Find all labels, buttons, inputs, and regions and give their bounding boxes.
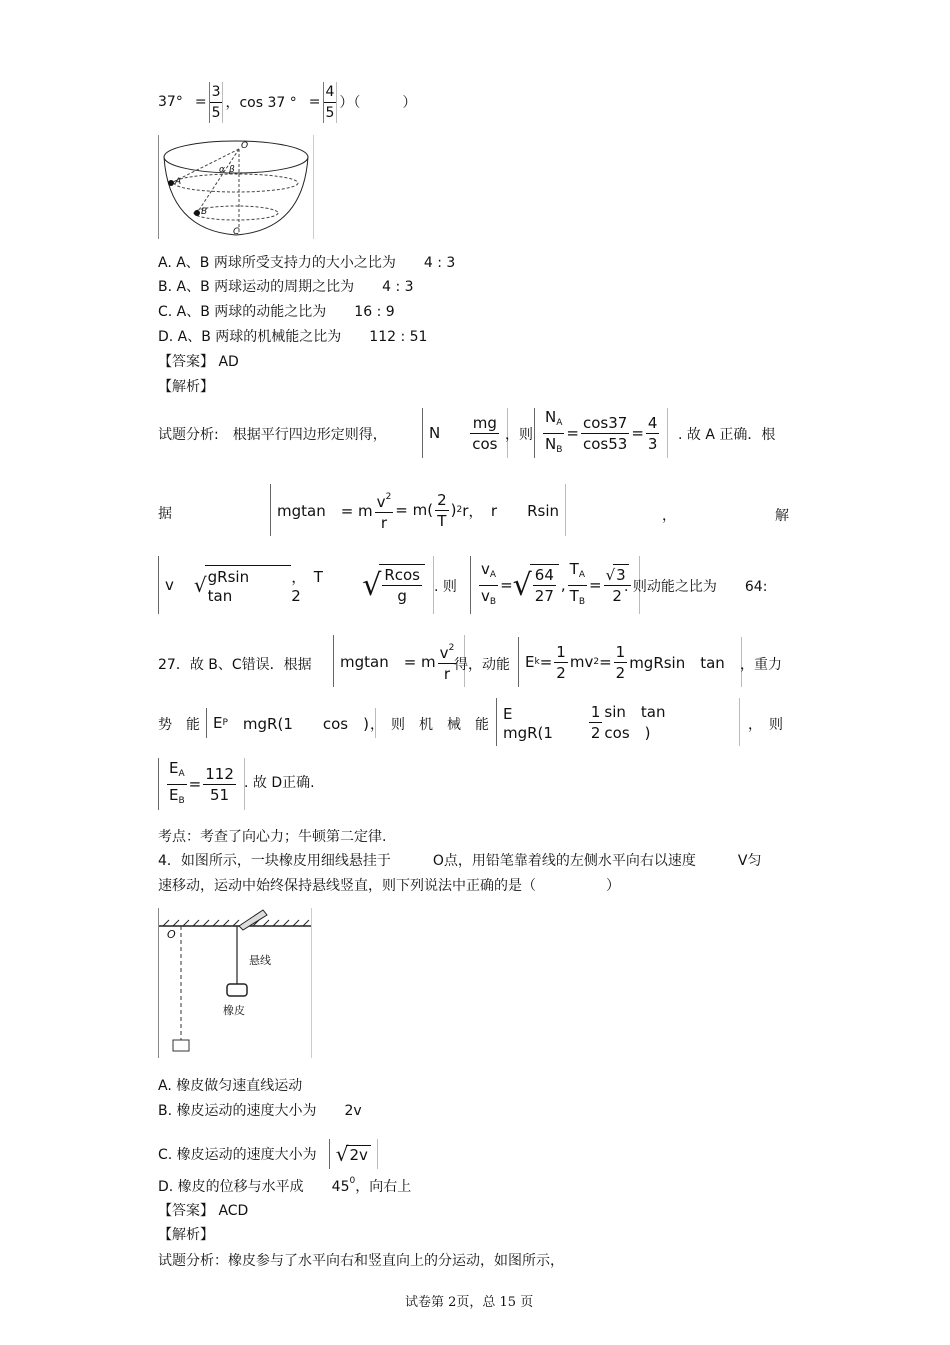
q4-option-d: D. 橡皮的位移与水平成 $45^0$，向右上: [158, 1176, 412, 1195]
formula-N: N $\frac{mg}{\cos}$: [422, 408, 508, 458]
q3-option-d: D. A、B 两球的机械能之比为 112 : 51: [158, 329, 428, 345]
formula-E: E mgR(1 $\frac{1}{2}$ sin tan cos ): [496, 698, 740, 746]
analysis-line4-post: ，重力: [740, 657, 782, 673]
formula-mgtan-4: mgtan = m $\frac{v^2}{r}$: [333, 635, 465, 687]
bowl-label-o: O: [241, 141, 249, 151]
formula-vA-TA: $\frac{v_A}{v_B}$ = √ $\frac{64}{27}$ , $\frac{T_A}{T_B}$ = $\frac{√3}{2}$: [470, 556, 640, 614]
q4-analysis-label: 【解析】: [158, 1227, 214, 1243]
analysis-line6-post: . 故 D正确.: [244, 775, 315, 791]
q4-option-b: B. 橡皮运动的速度大小为 2v: [158, 1103, 362, 1119]
q3-answer: 【答案】 AD: [158, 354, 239, 370]
bowl-figure: [158, 135, 314, 239]
bowl-label-alpha: α: [219, 165, 225, 175]
analysis-line4-mid: 得，动能: [454, 657, 510, 673]
frac-4-5: $\frac{4}{5}$: [323, 82, 338, 123]
bowl-label-beta: β: [229, 165, 235, 175]
q4-answer: 【答案】 ACD: [158, 1203, 249, 1219]
eraser-label-eraser: 橡皮: [223, 1004, 245, 1017]
formula-v-T: v √ gRsin tan ， T 2 √ $\frac{Rcos}{g}$: [158, 556, 434, 614]
bowl-diagram: [159, 135, 313, 239]
q4-analysis-line1: 试题分析：橡皮参与了水平向右和竖直向上的分运动，如图所示，: [158, 1253, 564, 1269]
page-footer: 试卷第 2页，总 15 页: [405, 1295, 534, 1310]
analysis-line5-mid: ， 则 机 械 能: [370, 717, 489, 733]
q3-option-b: B. A、B 两球运动的周期之比为 4 : 3: [158, 279, 414, 295]
formula-EA-EB: $\frac{E_A}{E_B}$ = $\frac{112}{51}$: [158, 758, 245, 810]
q4-stem-line2: 速移动，运动中始终保持悬线竖直，则下列说法中正确的是（ ）: [158, 878, 620, 894]
q3-kaodian: 考点：考查了向心力；牛顿第二定律.: [158, 829, 387, 845]
q4-option-c-formula: √ 2v: [329, 1139, 378, 1169]
analysis-line2-comma: ，: [662, 508, 676, 524]
frac-3-5: $\frac{3}{5}$: [209, 82, 224, 123]
analysis-line1-post: . 故 A 正确．根: [678, 427, 776, 443]
q3-option-a: A. A、B 两球所受支持力的大小之比为 4 : 3: [158, 255, 456, 271]
eraser-label-line: 悬线: [249, 954, 271, 967]
analysis-line2-post: 解: [775, 508, 789, 524]
eraser-figure: [158, 908, 312, 1058]
analysis-line4-pre: 27．故 B、C错误．根据: [158, 657, 312, 673]
q4-option-c: C. 橡皮运动的速度大小为 √ 2v: [158, 1139, 378, 1169]
analysis-line5-pre: 势 能: [158, 717, 200, 733]
q3-header: 37° = $\frac{3}{5}$ ，cos 37 ° = $\frac{4}{5}$ ）（ ）: [158, 83, 417, 121]
bowl-label-b: B: [201, 207, 208, 217]
q3-option-c: C. A、B 两球的动能之比为 16 : 9: [158, 304, 395, 320]
eraser-diagram: [159, 908, 311, 1058]
q4-stem-line1: 4．如图所示，一块橡皮用细线悬挂于 O点，用铅笔靠着线的左侧水平向右以速度 V匀: [158, 853, 762, 869]
q3-analysis-label: 【解析】: [158, 379, 214, 395]
q4-option-a: A. 橡皮做匀速直线运动: [158, 1078, 303, 1094]
formula-Ek: E k = $\frac{1}{2}$ mv 2 = $\frac{1}{2}$ mgRsin tan: [518, 637, 742, 687]
formula-EP: E P mgR(1 cos ): [206, 708, 376, 738]
q3-header-left: 37°: [158, 94, 183, 110]
analysis-line5-post: ， 则: [748, 717, 783, 733]
bowl-label-a: A: [175, 177, 182, 187]
analysis-line1-pre: 试题分析: 根据平行四边形定则得，: [158, 427, 387, 443]
bowl-label-c: C: [233, 227, 240, 237]
analysis-line3-mid: . 则: [434, 579, 457, 595]
analysis-line3-post: . 则动能之比为 64:: [624, 579, 768, 595]
analysis-line1-mid: ，则: [505, 427, 533, 443]
formula-NA-NB: $\frac{N_A}{N_B}$ = $\frac{\cos 37}{\cos 53}$ = $\frac{4}{3}$: [534, 408, 668, 458]
analysis-line2-pre: 据: [158, 506, 172, 522]
eraser-label-o: O: [167, 928, 176, 941]
formula-mgtan: mgtan = m $\frac{v^2}{r}$ = m( $\frac{2}{T}$ ) 2 r， r Rsin: [270, 484, 566, 536]
